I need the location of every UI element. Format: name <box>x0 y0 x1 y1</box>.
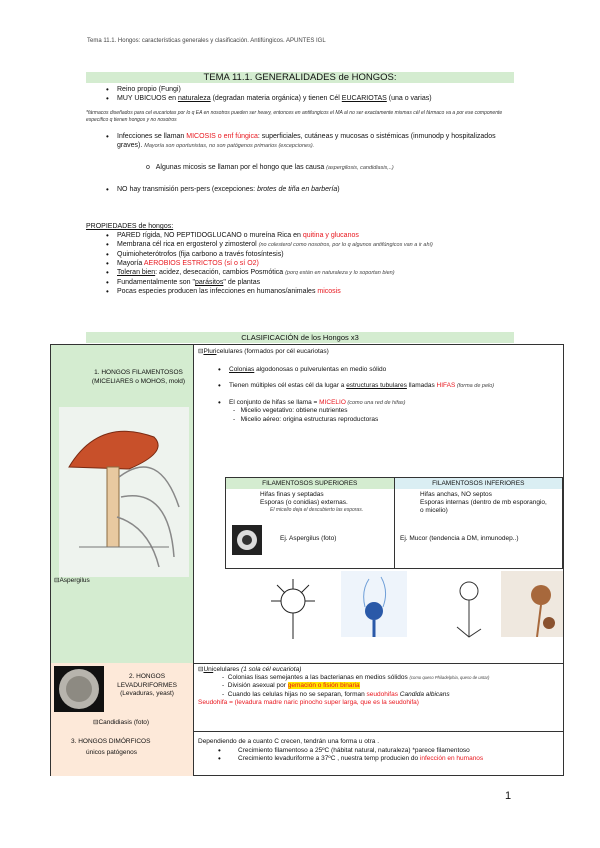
row2-bullet: - Cuando las celulas hijas no se separan, forman seudohifas Candida albicans <box>222 690 450 698</box>
intro-bullet: • Reino propio (Fungi) <box>86 85 516 94</box>
row3-label: 3. HONGOS DIMÓRFICOS <box>71 738 151 745</box>
row1-bullet: • Colonias algodonosas o pulverulentas en medio sólido <box>198 366 559 375</box>
row2-content <box>194 663 563 731</box>
aspergillus-photo <box>232 525 262 555</box>
row1-footer: ⊟Aspergilus <box>54 577 90 584</box>
row3-sub: únicos patógenos <box>86 749 137 756</box>
subtable-header <box>226 478 562 489</box>
page-number: 1 <box>505 790 512 802</box>
row1-bullet: • Tienen múltiples cél estas cél da lugar a estructuras tubulares llamadas HIFAS (forma de pelo) <box>198 382 559 391</box>
aspergillus-micrograph <box>341 571 407 637</box>
row3-bullet: • Crecimiento levaduriforme a 37ºC , nuestra temp producien do infección en humanos <box>198 755 559 764</box>
row2-label-cell <box>51 663 194 731</box>
candida-photo <box>54 666 104 712</box>
row3-content: Dependiendo de a cuanto C crecen, tendrán una forma u otra . • Crecimiento filamentoso a 25ºC (hábitat natural, naturaleza) *parece filamentoso • Crecimiento levaduriforme a 37ºC , nuestra temp producien do infección en humanos <box>194 731 563 776</box>
row2-footer: ⊟Candidiasis (foto) <box>93 719 150 726</box>
page-header: Tema 11.1. Hongos: características generales y clasificación. Antifúngicos. APUNTES IGL <box>87 38 326 44</box>
aspergillus-diagram <box>258 571 338 641</box>
mucor-micrograph <box>501 571 563 637</box>
row1-dash: - Micelio aéreo: origina estructuras reproductoras <box>233 415 379 423</box>
property-item: • Membrana cél rica en ergosterol y zimosterol (no colesterol como nosotros, por lo q algunos antifúngicos van a ir ahí) <box>86 240 516 250</box>
classification-title: CLASIFICACIÓN de los Hongos x3 <box>86 332 514 343</box>
property-item: • Quimioheterótrofos (fija carbono a través fotosíntesis) <box>86 250 516 259</box>
row2-heading: ⊟Unicelulares (1 sola cél eucariota) <box>198 666 302 673</box>
row1-bullet: • El conjunto de hifas se llama = MICELIO (como una red de hifas) <box>198 399 559 408</box>
row2-label: 2. HONGOS LEVADURIFORMES (Levaduras, yeast) <box>117 673 177 697</box>
page-title: TEMA 11.1. GENERALIDADES de HONGOS: <box>86 72 514 83</box>
intro-bullet: • Infecciones se llaman MICOSIS o enf fúngica: superficiales, cutáneas y mucosas o sistémicas (inmunodp y hospitalizados graves). Mayoría son oportunistas, no son patógenos primarios (excepciones). <box>86 132 516 151</box>
inferiores-title: FILAMENTOSOS INFERIORES <box>395 478 563 489</box>
mushroom-diagram <box>59 407 189 577</box>
superiores-cell: Hifas finas y septadas Esporas (o conidias) externas. El micelio deja el descubierto las esporas. Ej. Aspergilus (foto) <box>226 489 395 568</box>
superiores-title: FILAMENTOSOS SUPERIORES <box>226 478 395 489</box>
property-item: • Toleran bien: acidez, desecación, cambios Posmótica (porq están en naturaleza y lo soportan bien) <box>86 268 516 278</box>
row1-label: 1. HONGOS FILAMENTOSOS (MICELIARES o MOHOS, mold) <box>91 369 186 385</box>
row2-bullet: - División asexual por gemación o fisión binaria <box>222 682 360 690</box>
row1-heading: ⊟Pluricelulares (formados por cél eucariotas) <box>198 348 329 355</box>
property-item: • Mayoría AEROBIOS ESTRICTOS (sí o sí O2) <box>86 259 516 268</box>
row2-seudohifa: Seudohifa = (levadura madre naric pinocho super larga, que es la seudohifa) <box>198 698 419 706</box>
row3-label-cell <box>51 731 194 776</box>
classification-table <box>50 344 564 776</box>
intro-bullet: • NO hay transmisión pers-pers (excepciones: brotes de tiña en barbería) <box>86 185 516 194</box>
property-item: • Pocas especies producen las infecciones en humanos/animales micosis <box>86 287 516 296</box>
intro-note: *fármacos diseñados para cel eucariotas por lo q EA en nosotros pueden ser heavy, entonces en antifungicos el MA al no ser exactamente mismas cél el fármaco va a por ese componente especifico q tienen hongos y no nosotros <box>86 110 503 123</box>
mushroom-stem <box>107 467 119 547</box>
intro-bullet: • MUY UBICUOS en naturaleza (degradan materia orgánica) y tienen Cél EUCARIOTAS (una o varias) <box>86 94 516 103</box>
row1-dash: - Micelio vegetativo: obtiene nutrientes <box>233 407 348 414</box>
inferiores-cell: Hifas anchas, NO septos Esporas internas (dentro de mb esporangio, o micelio) Ej. Mucor (tendencia a DM, inmunodep..) <box>400 491 547 542</box>
intro-sub-bullet: o Algunas micosis se llaman por el hongo que las causa (aspergilosis, candidiasis,..) <box>146 164 394 171</box>
property-item: • PARED rígida, NO PEPTIDOGLUCANO o mureína Rica en quitina y glucanos <box>86 231 516 240</box>
filament-subtable <box>225 477 563 569</box>
properties-block <box>86 222 516 296</box>
row2-bullet: - Colonias lisas semejantes a las bacterianas en medios sólidos (como queso Philadelphia, queso de untar) <box>222 674 490 682</box>
row3-bullet: • Crecimiento filamentoso a 25ºC (hábitat natural, naturaleza) *parece filamentoso <box>198 747 559 756</box>
intro-block <box>86 85 516 194</box>
property-item: • Fundamentalmente son "parásitos" de plantas <box>86 278 516 287</box>
properties-heading: PROPIEDADES de hongos: <box>86 223 174 230</box>
row1-label-cell <box>51 345 194 663</box>
mucor-diagram <box>449 577 489 643</box>
